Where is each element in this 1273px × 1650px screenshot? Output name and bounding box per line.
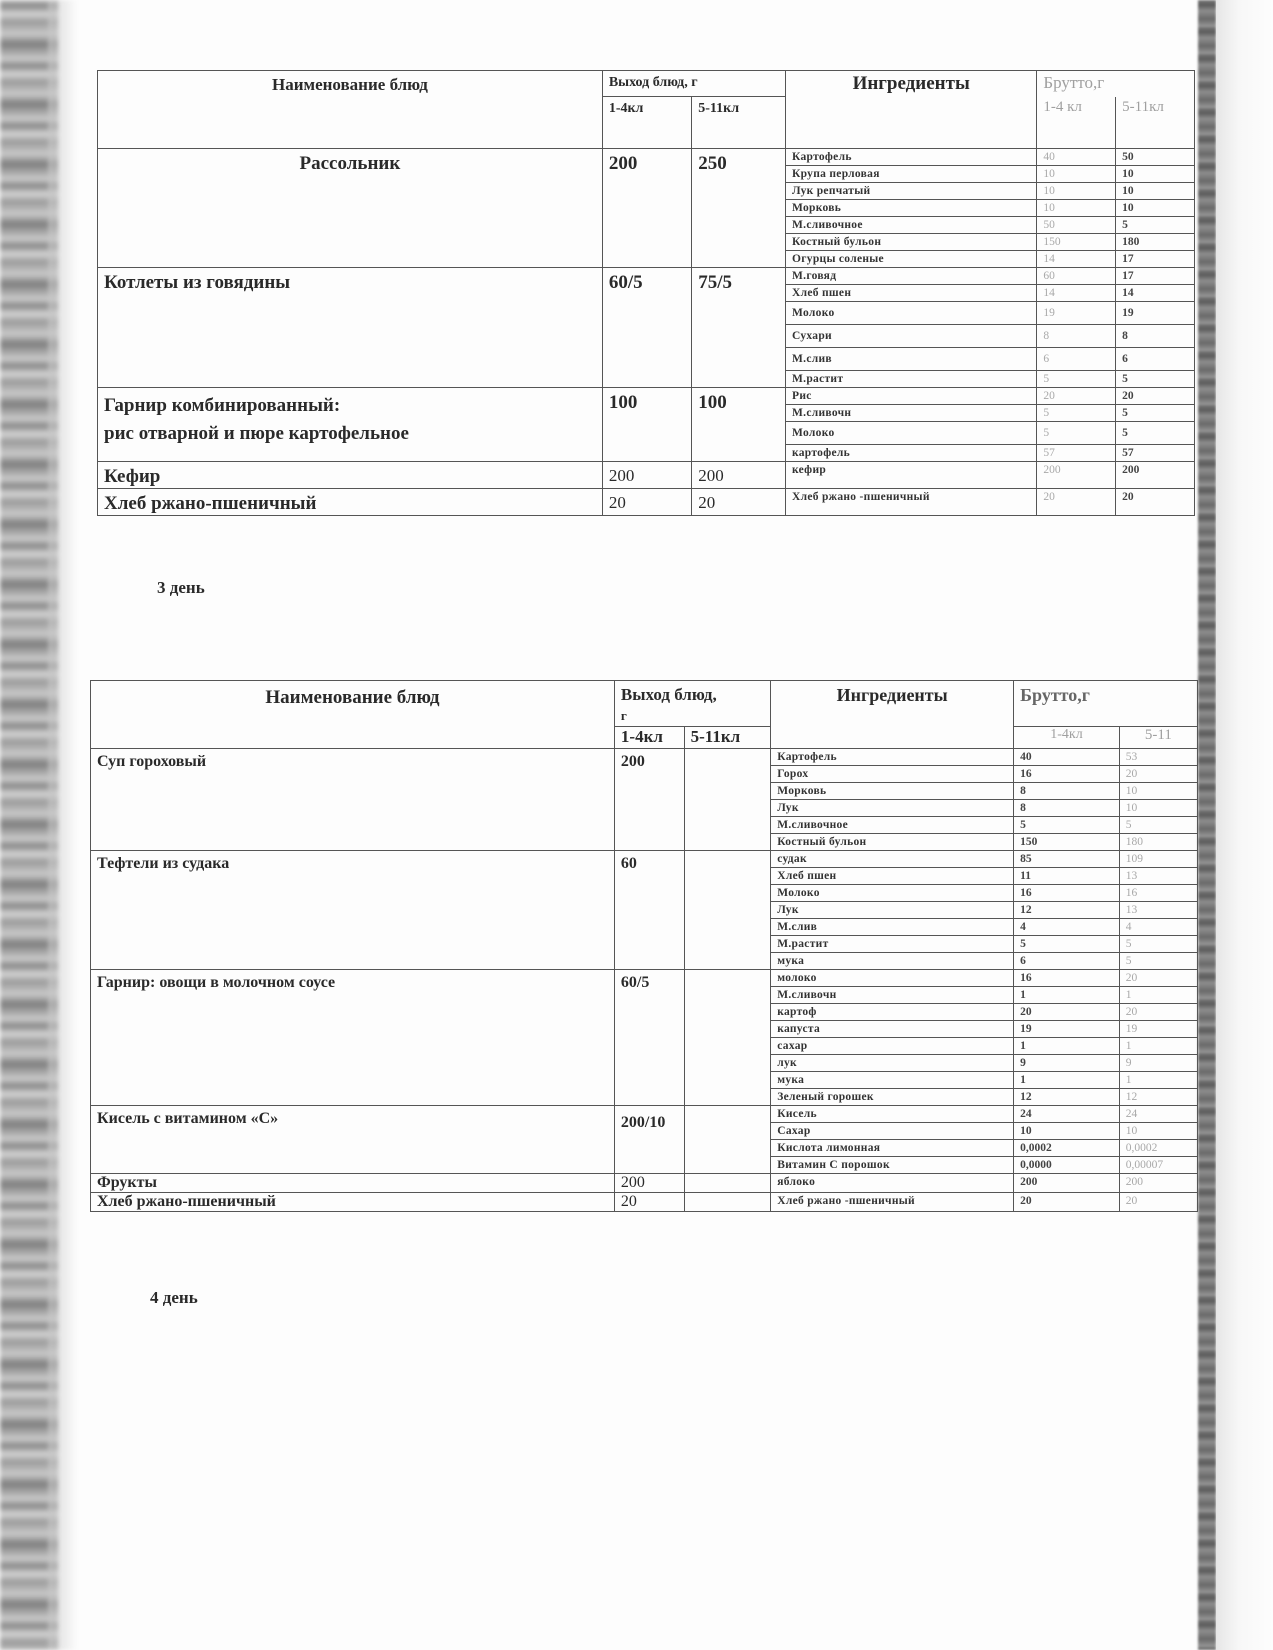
yield-5-11: 100 (692, 388, 786, 462)
brutto-5-11: 10 (1116, 183, 1195, 200)
brutto-1-4: 24 (1014, 1106, 1120, 1123)
ingredient-name: Горох (771, 766, 1014, 783)
ingredient-name: М.сливочн (786, 405, 1037, 422)
ingredient-name: Рис (786, 388, 1037, 405)
yield-5-11 (684, 851, 771, 970)
brutto-5-11: 1 (1119, 1038, 1197, 1055)
brutto-1-4: 85 (1014, 851, 1120, 868)
menu-table-day2 (97, 70, 1195, 516)
yield-1-4: 200 (602, 149, 691, 268)
brutto-5-11: 14 (1116, 285, 1195, 302)
header-yield-5-11: 5-11кл (684, 727, 771, 749)
brutto-1-4: 10 (1037, 200, 1116, 217)
header-dish-name: Наименование блюд (98, 71, 603, 149)
ingredient-name: Лук (771, 800, 1014, 817)
brutto-5-11: 17 (1116, 268, 1195, 285)
ingredient-name: М.слив (771, 919, 1014, 936)
yield-1-4: 20 (602, 489, 691, 516)
brutto-1-4: 150 (1037, 234, 1116, 251)
brutto-5-11: 109 (1119, 851, 1197, 868)
ingredient-name: молоко (771, 970, 1014, 987)
brutto-1-4: 1 (1014, 1038, 1120, 1055)
ingredient-name: сахар (771, 1038, 1014, 1055)
brutto-5-11: 53 (1119, 749, 1197, 766)
table-row (91, 1193, 1198, 1212)
table-row (91, 749, 1198, 766)
ingredient-name: Молоко (786, 422, 1037, 445)
yield-5-11 (684, 1193, 771, 1212)
yield-1-4: 60 (614, 851, 684, 970)
dish-name (98, 149, 603, 268)
ingredient-name: Хлеб ржано -пшеничный (786, 489, 1037, 516)
dish-name: Фрукты (91, 1174, 615, 1193)
header-brutto: Брутто,г (1014, 681, 1198, 727)
brutto-5-11: 20 (1116, 489, 1195, 516)
ingredient-name: Сухари (786, 325, 1037, 348)
day-4-label: 4 день (150, 1288, 198, 1307)
brutto-1-4: 6 (1037, 348, 1116, 371)
dish-name-text: Котлеты из говядины (104, 272, 291, 293)
brutto-1-4: 40 (1014, 749, 1120, 766)
brutto-1-4: 19 (1014, 1021, 1120, 1038)
ingredient-name: судак (771, 851, 1014, 868)
brutto-1-4: 200 (1037, 462, 1116, 489)
brutto-1-4: 5 (1037, 371, 1116, 388)
header-ingredients: Ингредиенты (786, 71, 1037, 149)
brutto-1-4: 12 (1014, 1089, 1120, 1106)
brutto-5-11: 180 (1119, 834, 1197, 851)
brutto-5-11: 17 (1116, 251, 1195, 268)
dish-name (98, 268, 603, 388)
brutto-5-11: 13 (1119, 902, 1197, 919)
ingredient-name: мука (771, 1072, 1014, 1089)
ingredient-name: М.растит (786, 371, 1037, 388)
table-row (98, 268, 1195, 285)
dish-name (98, 489, 603, 516)
yield-1-4: 100 (602, 388, 691, 462)
yield-5-11 (684, 1106, 771, 1174)
ingredient-name: Сахар (771, 1123, 1014, 1140)
brutto-5-11: 5 (1116, 422, 1195, 445)
ingredient-name: Молоко (786, 302, 1037, 325)
header-yield-label: Выход блюд, (620, 685, 717, 704)
brutto-1-4: 4 (1014, 919, 1120, 936)
brutto-1-4: 20 (1037, 489, 1116, 516)
brutto-1-4: 12 (1014, 902, 1120, 919)
ingredient-name: Хлеб ржано -пшеничный (771, 1193, 1014, 1212)
brutto-5-11: 0,00007 (1119, 1157, 1197, 1174)
table-row (91, 1174, 1198, 1193)
dish-name (98, 462, 603, 489)
table-row (98, 388, 1195, 405)
ingredient-name: Хлеб пшен (771, 868, 1014, 885)
yield-1-4: 20 (614, 1193, 684, 1212)
ingredient-name: Морковь (786, 200, 1037, 217)
header-yield-unit: г (620, 708, 627, 723)
brutto-5-11: 5 (1119, 817, 1197, 834)
table-row (91, 851, 1198, 868)
brutto-1-4: 0,0002 (1014, 1140, 1120, 1157)
yield-1-4: 60/5 (614, 970, 684, 1106)
brutto-1-4: 8 (1014, 800, 1120, 817)
header-brutto-5-11: 5-11кл (1116, 97, 1195, 149)
brutto-1-4: 11 (1014, 868, 1120, 885)
dish-name-text: Рассольник (299, 153, 401, 174)
ingredient-name: Лук репчатый (786, 183, 1037, 200)
scan-edge-right (1198, 0, 1216, 1650)
brutto-5-11: 10 (1119, 1123, 1197, 1140)
brutto-5-11: 10 (1116, 166, 1195, 183)
yield-5-11: 200 (692, 462, 786, 489)
ingredient-name: Костный бульон (771, 834, 1014, 851)
scan-edge-left (0, 0, 58, 1650)
brutto-1-4: 16 (1014, 885, 1120, 902)
brutto-5-11: 5 (1116, 371, 1195, 388)
yield-5-11: 20 (692, 489, 786, 516)
header-yield-1-4: 1-4кл (614, 727, 684, 749)
brutto-1-4: 16 (1014, 970, 1120, 987)
ingredient-name: капуста (771, 1021, 1014, 1038)
brutto-1-4: 20 (1014, 1193, 1120, 1212)
header-brutto-5-11: 5-11 (1119, 727, 1197, 749)
brutto-1-4: 5 (1014, 817, 1120, 834)
brutto-1-4: 14 (1037, 285, 1116, 302)
yield-5-11: 75/5 (692, 268, 786, 388)
brutto-1-4: 8 (1014, 783, 1120, 800)
dish-name-text-line2: рис отварной и пюре картофельное (104, 423, 409, 444)
brutto-5-11: 200 (1116, 462, 1195, 489)
ingredient-name: картофель (786, 445, 1037, 462)
brutto-1-4: 8 (1037, 325, 1116, 348)
header-dish-name: Наименование блюд (91, 681, 615, 749)
brutto-5-11: 20 (1119, 1004, 1197, 1021)
ingredient-name: кефир (786, 462, 1037, 489)
yield-1-4: 200/10 (614, 1106, 684, 1174)
ingredient-name: М.сливочное (771, 817, 1014, 834)
yield-1-4: 200 (614, 749, 684, 851)
brutto-5-11: 13 (1119, 868, 1197, 885)
yield-5-11 (684, 1174, 771, 1193)
header-yield-5-11: 5-11кл (692, 97, 786, 149)
brutto-1-4: 10 (1014, 1123, 1120, 1140)
brutto-1-4: 200 (1014, 1174, 1120, 1193)
brutto-1-4: 1 (1014, 1072, 1120, 1089)
brutto-1-4: 10 (1037, 183, 1116, 200)
ingredient-name: Кислота лимонная (771, 1140, 1014, 1157)
ingredient-name: Лук (771, 902, 1014, 919)
brutto-1-4: 60 (1037, 268, 1116, 285)
brutto-5-11: 19 (1119, 1021, 1197, 1038)
menu-table-day3 (90, 680, 1198, 1212)
ingredient-name: Морковь (771, 783, 1014, 800)
dish-name-text: Гарнир комбинированный: (104, 395, 341, 416)
day-3-label: 3 день (157, 578, 205, 597)
header-brutto-1-4: 1-4кл (1014, 727, 1120, 749)
ingredient-name: Хлеб пшен (786, 285, 1037, 302)
brutto-1-4: 5 (1037, 422, 1116, 445)
ingredient-name: Кисель (771, 1106, 1014, 1123)
header-brutto-1-4: 1-4 кл (1037, 97, 1116, 149)
dish-name: Суп гороховый (91, 749, 615, 851)
dish-name-text: Кефир (104, 466, 161, 487)
brutto-1-4: 10 (1037, 166, 1116, 183)
brutto-5-11: 9 (1119, 1055, 1197, 1072)
scan-margin-right (1216, 0, 1273, 1650)
table-row (98, 462, 1195, 489)
brutto-5-11: 12 (1119, 1089, 1197, 1106)
brutto-5-11: 10 (1116, 200, 1195, 217)
table-row (98, 489, 1195, 516)
brutto-1-4: 5 (1014, 936, 1120, 953)
yield-1-4: 200 (614, 1174, 684, 1193)
brutto-5-11: 5 (1119, 936, 1197, 953)
brutto-5-11: 1 (1119, 1072, 1197, 1089)
ingredient-name: яблоко (771, 1174, 1014, 1193)
header-yield: Выход блюд, г (602, 71, 785, 97)
ingredient-name: Костный бульон (786, 234, 1037, 251)
header-yield-1-4: 1-4кл (602, 97, 691, 149)
ingredient-name: Молоко (771, 885, 1014, 902)
brutto-5-11: 57 (1116, 445, 1195, 462)
dish-name: Хлеб ржано-пшеничный (91, 1193, 615, 1212)
brutto-5-11: 5 (1119, 953, 1197, 970)
ingredient-name: М.растит (771, 936, 1014, 953)
brutto-5-11: 20 (1119, 970, 1197, 987)
brutto-5-11: 20 (1119, 766, 1197, 783)
ingredient-name: М.говяд (786, 268, 1037, 285)
dish-name-text: Хлеб ржано-пшеничный (104, 493, 317, 514)
brutto-1-4: 5 (1037, 405, 1116, 422)
dish-name: Кисель с витамином «С» (91, 1106, 615, 1174)
ingredient-name: Зеленый горошек (771, 1089, 1014, 1106)
brutto-5-11: 0,0002 (1119, 1140, 1197, 1157)
ingredient-name: картоф (771, 1004, 1014, 1021)
brutto-5-11: 5 (1116, 405, 1195, 422)
brutto-1-4: 50 (1037, 217, 1116, 234)
header-yield (614, 681, 770, 727)
brutto-5-11: 10 (1119, 783, 1197, 800)
ingredient-name: Огурцы соленые (786, 251, 1037, 268)
yield-5-11 (684, 749, 771, 851)
brutto-5-11: 1 (1119, 987, 1197, 1004)
ingredient-name: Витамин С порошок (771, 1157, 1014, 1174)
brutto-5-11: 20 (1116, 388, 1195, 405)
brutto-1-4: 14 (1037, 251, 1116, 268)
brutto-1-4: 150 (1014, 834, 1120, 851)
brutto-1-4: 0,0000 (1014, 1157, 1120, 1174)
dish-name (98, 388, 603, 462)
brutto-1-4: 19 (1037, 302, 1116, 325)
brutto-1-4: 57 (1037, 445, 1116, 462)
header-brutto: Брутто,г (1037, 71, 1195, 97)
brutto-1-4: 16 (1014, 766, 1120, 783)
brutto-5-11: 19 (1116, 302, 1195, 325)
yield-5-11 (684, 970, 771, 1106)
ingredient-name: Крупа перловая (786, 166, 1037, 183)
brutto-5-11: 10 (1119, 800, 1197, 817)
yield-5-11: 250 (692, 149, 786, 268)
ingredient-name: лук (771, 1055, 1014, 1072)
brutto-5-11: 5 (1116, 217, 1195, 234)
dish-name: Гарнир: овощи в молочном соусе (91, 970, 615, 1106)
ingredient-name: М.сливочн (771, 987, 1014, 1004)
brutto-5-11: 4 (1119, 919, 1197, 936)
ingredient-name: мука (771, 953, 1014, 970)
ingredient-name: Картофель (771, 749, 1014, 766)
ingredient-name: Картофель (786, 149, 1037, 166)
brutto-5-11: 6 (1116, 348, 1195, 371)
brutto-1-4: 1 (1014, 987, 1120, 1004)
brutto-1-4: 6 (1014, 953, 1120, 970)
brutto-5-11: 16 (1119, 885, 1197, 902)
dish-name: Тефтели из судака (91, 851, 615, 970)
brutto-1-4: 40 (1037, 149, 1116, 166)
brutto-5-11: 50 (1116, 149, 1195, 166)
table-row (98, 149, 1195, 166)
header-ingredients: Ингредиенты (771, 681, 1014, 749)
brutto-1-4: 20 (1014, 1004, 1120, 1021)
brutto-5-11: 8 (1116, 325, 1195, 348)
ingredient-name: М.сливочное (786, 217, 1037, 234)
brutto-5-11: 180 (1116, 234, 1195, 251)
table-row (91, 970, 1198, 987)
brutto-5-11: 24 (1119, 1106, 1197, 1123)
brutto-1-4: 9 (1014, 1055, 1120, 1072)
brutto-1-4: 20 (1037, 388, 1116, 405)
brutto-5-11: 200 (1119, 1174, 1197, 1193)
yield-1-4: 200 (602, 462, 691, 489)
ingredient-name: М.слив (786, 348, 1037, 371)
yield-1-4: 60/5 (602, 268, 691, 388)
table-row (91, 1106, 1198, 1123)
brutto-5-11: 20 (1119, 1193, 1197, 1212)
